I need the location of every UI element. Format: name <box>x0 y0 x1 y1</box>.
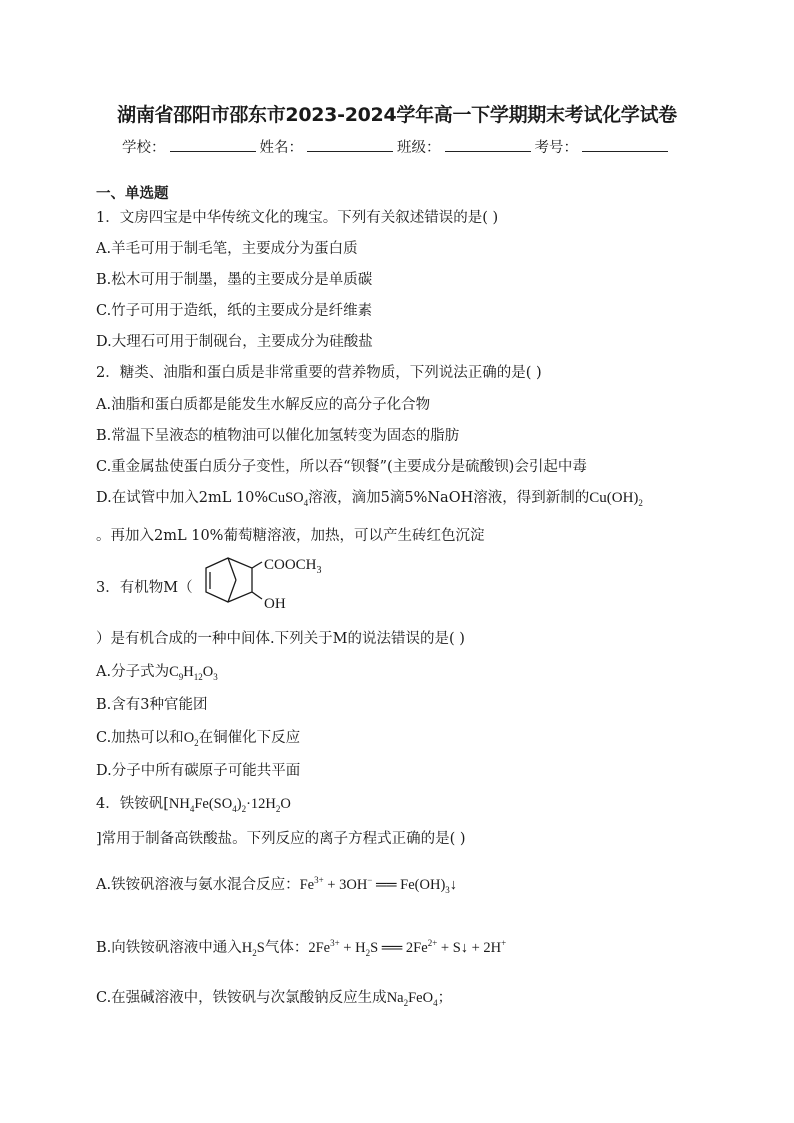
svg-text:COOCH3 <box>264 557 322 576</box>
q1-option-a: A.羊毛可用于制毛笔，主要成分为蛋白质 <box>96 241 358 257</box>
formula-c9h12o3: $C_9H_{12}O_3$ <box>169 664 218 682</box>
q4-stem-part1: 4．铁铵矾[$NH_4Fe(SO_4)_2\cdot 12H_2O$ <box>96 796 291 814</box>
school-label: 学校： <box>122 140 166 156</box>
number-label: 考号： <box>534 140 578 156</box>
page-title: 湖南省邵阳市邵东市2023-2024学年高一下学期期末考试化学试卷 <box>117 104 677 126</box>
q4-stem-part2: ]常用于制备高铁酸盐。下列反应的离子方程式正确的是( ) <box>96 831 466 847</box>
alum-formula: $NH_4Fe(SO_4)_2\cdot 12H_2O$ <box>168 796 291 814</box>
equation-a: $Fe^{3+} + 3OH^-$ ══ $Fe(OH)_3↓$ <box>299 875 458 895</box>
h2s-formula: $H_2S$ <box>241 940 265 958</box>
name-label: 姓名： <box>259 140 303 156</box>
q1-option-d: D.大理石可用于制砚台，主要成分为硅酸盐 <box>96 334 373 350</box>
q2-option-d-cont: 。再加入2mL 10%葡萄糖溶液，加热，可以产生砖红色沉淀 <box>96 528 485 544</box>
q3-option-b: B.含有3种官能团 <box>96 697 208 713</box>
molecule-structure <box>194 548 354 620</box>
class-label: 班级： <box>397 140 441 156</box>
q1-stem: 1．文房四宝是中华传统文化的瑰宝。下列有关叙述错误的是( ) <box>96 210 499 226</box>
number-blank[interactable] <box>582 137 668 152</box>
q4-option-a: A.铁铵矾溶液与氨水混合反应：$Fe^{3+} + 3OH^-$ ══ $Fe(OH)_3↓$ <box>96 875 458 895</box>
equation-b: $2Fe^{3+} + H_2S$ ══ $2Fe^{2+}$ + S↓ + 2H+ <box>308 938 507 958</box>
class-blank[interactable] <box>445 137 531 152</box>
q1-option-b: B.松木可用于制墨，墨的主要成分是单质碳 <box>96 272 373 288</box>
q3-stem-part2: ）是有机合成的一种中间体.下列关于M的说法错误的是( ) <box>96 631 465 647</box>
school-blank[interactable] <box>170 137 256 152</box>
section-heading: 一、单选题 <box>96 186 169 202</box>
q4-option-b: B.向铁铵矾溶液中通入$H_2S$气体：$2Fe^{3+} + H_2S$ ══ $2Fe^{2+}$ + S↓ + 2H+ <box>96 938 507 958</box>
q2-stem: 2．糖类、油脂和蛋白质是非常重要的营养物质，下列说法正确的是( ) <box>96 365 542 381</box>
q1-option-c: C.竹子可用于造纸，纸的主要成分是纤维素 <box>96 303 373 319</box>
cuso4-formula: CuSO$_4$ <box>268 490 309 508</box>
cooch3-label: COOCH <box>264 557 317 573</box>
q3-option-d: D.分子中所有碳原子可能共平面 <box>96 763 301 779</box>
q2-option-c: C.重金属盐使蛋白质分子变性，所以吞“钡餐”(主要成分是硫酸钡)会引起中毒 <box>96 459 587 475</box>
name-blank[interactable] <box>307 137 393 152</box>
cuoh2-formula: $Cu(OH)_2$ <box>589 490 643 508</box>
o2-formula: $O_2$ <box>183 730 199 748</box>
q2-option-a: A.油脂和蛋白质都是能发生水解反应的高分子化合物 <box>96 397 431 413</box>
q3-option-c: C.加热可以和$O_2$在铜催化下反应 <box>96 730 301 748</box>
q4-option-c: C.在强碱溶液中，铁铵矾与次氯酸钠反应生成$Na_2FeO_4$； <box>96 990 453 1008</box>
q2-option-b: B.常温下呈液态的植物油可以催化加氢转变为固态的脂肪 <box>96 428 460 444</box>
q3-option-a: A.分子式为$C_9H_{12}O_3$ <box>96 664 218 682</box>
q2-option-d: D.在试管中加入2mL 10%CuSO$_4$溶液，滴加5滴5%NaOH溶液，得到新制的$Cu(OH)_2$ <box>96 490 643 508</box>
cooch3-subscript: 3 <box>316 565 322 576</box>
oh-label: OH <box>264 596 286 612</box>
na2feo4-formula: $Na_2FeO_4$ <box>386 990 438 1008</box>
student-info <box>0 136 794 157</box>
q3-stem-part1: 3．有机物M（ <box>96 580 193 596</box>
